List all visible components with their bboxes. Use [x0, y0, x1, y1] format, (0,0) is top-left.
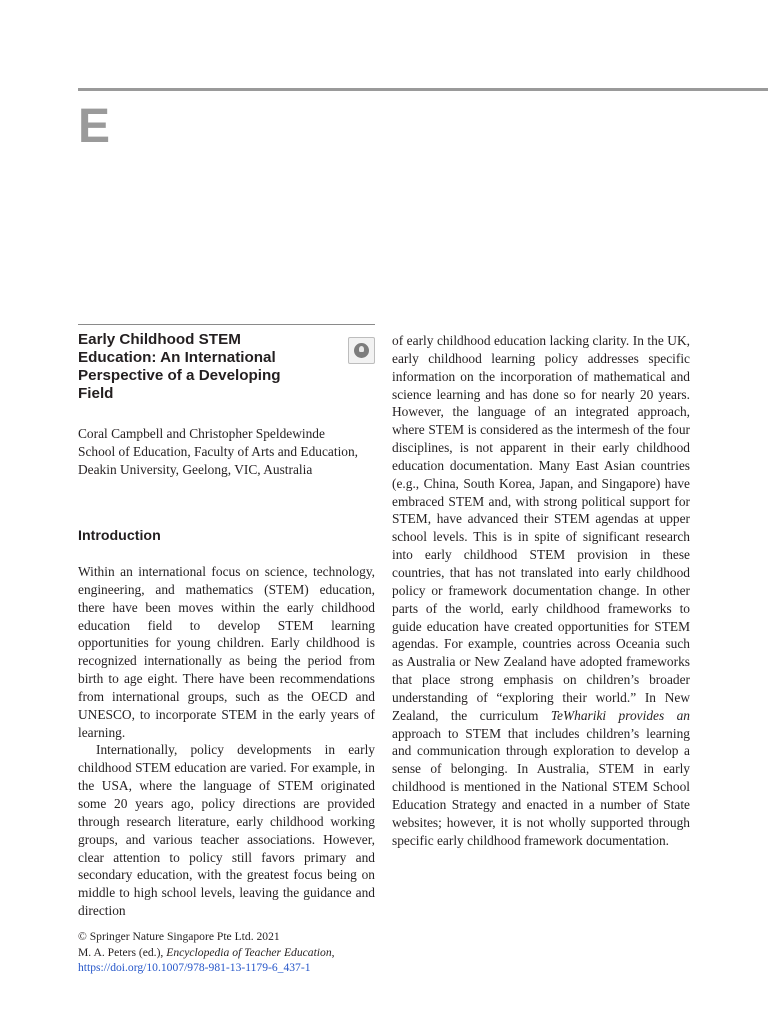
intro-paragraph-1: Within an international focus on science, technology, engineering, and mathematics (STEM) education, there have been moves within the early childhood education field to develop STEM learning opportunities for young children. Early childhood is recognized internationally as being the period from birth to age eight. There have been recommendations from international groups, such as the OECD and UNESCO, to incorporate STEM in the early years of learning.: [78, 564, 375, 740]
page-footer: [78, 929, 378, 976]
citation-suffix: ,: [331, 945, 335, 959]
left-column-body: [78, 563, 375, 920]
intro-paragraph-2: Internationally, policy developments in early childhood STEM education are varied. For example, in the USA, where the language of STEM originated some 20 years ago, policy directions are provided through research literature, early childhood working groups, and various teacher associations. However, clear attention to policy still favors primary and secondary education, with the greatest focus being on middle to high school levels, leaving the guidance and direction: [78, 742, 375, 919]
right-column-body: [392, 332, 690, 849]
top-rule: [78, 88, 768, 91]
section-heading-introduction: Introduction: [78, 528, 161, 544]
continued-text-italic: TeWhariki provides an: [550, 707, 690, 723]
citation-title: Encyclopedia of Teacher Education: [166, 945, 332, 959]
citation-line: [78, 945, 378, 961]
article-title: Early Childhood STEM Education: An International Perspective of a Developing Field: [78, 331, 281, 402]
copyright-line: © Springer Nature Singapore Pte Ltd. 2021: [78, 930, 280, 943]
article-header: [78, 324, 375, 479]
doi-link[interactable]: https://doi.org/10.1007/978-981-13-1179-6_437-1: [78, 961, 311, 974]
title-row: [78, 331, 375, 403]
title-rule: [78, 324, 375, 325]
crossmark-badge: [354, 343, 369, 358]
article-authors: Coral Campbell and Christopher Speldewinde: [78, 426, 325, 441]
continued-text-part-1: of early childhood education lacking clarity. In the UK, early childhood learning policy addresses specific information on the incorporation of mathematical and science learning and has done so for nearly 20 years. However, the language of an integrated approach, where STEM is considered as the intermesh of the four disciplines, is not apparent in their early childhood education documentation. Many East Asian countries (e.g., China, South Korea, Japan, and Singapore) have embraced STEM and, with strong political support for STEM, have advanced their STEM agendas at upper school levels. This is in spite of significant research into early childhood STEM provision in these countries, that has not translated into early childhood policy or framework documentation change. In other parts of the world, early childhood frameworks to guide education have created opportunities for STEM agendas. For example, countries across Oceania such as Australia or New Zealand have adopted frameworks that place strong emphasis on children’s broader understanding of “exploring their world.” In New Zealand, the curriculum: [392, 333, 690, 723]
crossmark-icon[interactable]: [348, 337, 375, 364]
citation-prefix: M. A. Peters (ed.),: [78, 945, 164, 959]
article-affiliation: School of Education, Faculty of Arts and Education, Deakin University, Geelong, VIC, Australia: [78, 444, 359, 477]
section-letter: E: [78, 100, 111, 153]
continued-text-part-2: approach to STEM that includes children’s learning and communication through exploration to develop a sense of belonging. In Australia, STEM in early childhood is mentioned in the National STEM School Education Strategy and enacted in a number of State websites; however, it is not wholly supported through specific early childhood framework documentation.: [392, 725, 690, 848]
intro-paragraph-2-continued: [392, 332, 690, 849]
